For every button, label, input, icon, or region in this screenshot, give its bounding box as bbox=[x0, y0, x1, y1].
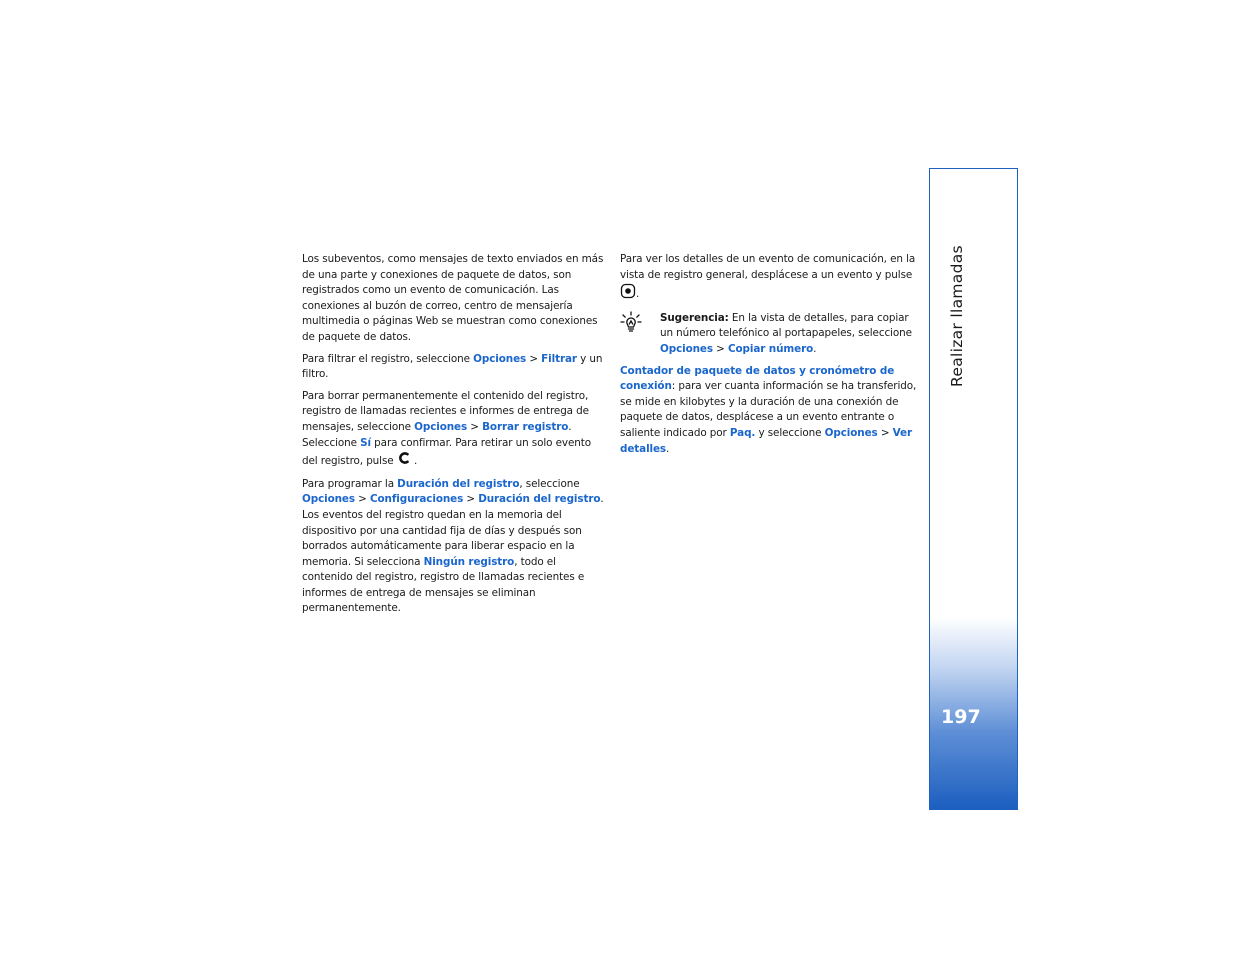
menu-borrar-registro: Borrar registro bbox=[482, 420, 569, 433]
chapter-sidebar bbox=[929, 168, 1018, 810]
menu-opciones: Opciones bbox=[824, 426, 878, 439]
paragraph-subevents: Los subeventos, como mensajes de texto enviados en más de una parte y conexiones de paquete de datos, son registrados como un evento de comunicación. Las conexiones al buzón de correo, centro de mensajería multimedia o páginas Web se muestran como conexiones de paquete de datos. bbox=[302, 253, 604, 343]
tip-block: Sugerencia: En la vista de detalles, para copiar un número telefónico al portapapeles, seleccione Opciones > Copiar número. bbox=[620, 311, 922, 358]
menu-configuraciones: Configuraciones bbox=[369, 493, 464, 506]
clear-key-icon bbox=[397, 451, 411, 471]
menu-duracion-registro: Duración del registro bbox=[478, 493, 601, 506]
heading-packet-counter: Contador de paquete de datos y cronómetro de conexión bbox=[620, 364, 895, 393]
label-paq: Paq. bbox=[729, 426, 756, 439]
menu-opciones: Opciones bbox=[414, 420, 468, 433]
left-column bbox=[302, 252, 604, 623]
lightbulb-tip-icon bbox=[620, 311, 642, 333]
section-title: Realizar llamadas bbox=[948, 245, 966, 387]
menu-ver-detalles: Ver detalles bbox=[620, 426, 913, 455]
joystick-select-icon bbox=[620, 283, 636, 305]
paragraph-duration: Para programar la Duración del registro, seleccione Opciones > Configuraciones > Duración del registro. Los eventos del registro quedan en la memoria del dispositivo por una cantidad fija de días y después son borrados automáticamente para liberar espacio en la memoria. Si selecciona Ningún registro, todo el contenido del registro, registro de llamadas recientes e informes de entrega de mensajes se eliminan permanentemente. bbox=[302, 477, 604, 615]
menu-si: Sí bbox=[360, 436, 371, 449]
right-column bbox=[620, 252, 922, 463]
paragraph-packet-counter: Contador de paquete de datos y cronómetro de conexión: para ver cuanta información se ha transferido, se mide en kilobytes y la duración de una conexión de paquete de datos, desplácese a un evento entrante o saliente indicado por Paq. y seleccione Opciones > Ver detalles. bbox=[620, 364, 917, 455]
menu-duracion-registro: Duración del registro bbox=[397, 477, 520, 490]
menu-opciones: Opciones bbox=[660, 342, 713, 355]
paragraph-view-details: Para ver los detalles de un evento de comunicación, en la vista de registro general, desplácese a un evento y pulse . bbox=[620, 252, 922, 305]
menu-copiar-numero: Copiar número bbox=[727, 342, 814, 355]
tip-label: Sugerencia: bbox=[660, 311, 729, 324]
menu-opciones: Opciones bbox=[302, 493, 355, 506]
menu-opciones: Opciones bbox=[473, 352, 527, 365]
page-number: 197 bbox=[941, 706, 981, 728]
paragraph-filter: Para filtrar el registro, seleccione Opciones > Filtrar y un filtro. bbox=[302, 352, 603, 381]
menu-ningun-registro: Ningún registro bbox=[423, 555, 515, 568]
paragraph-delete: Para borrar permanentemente el contenido del registro, registro de llamadas recientes e informes de entrega de mensajes, seleccione Opciones > Borrar registro. Seleccione Sí para confirmar. Para retirar un solo evento del registro, pulse . bbox=[302, 389, 604, 471]
menu-filtrar: Filtrar bbox=[541, 352, 577, 365]
